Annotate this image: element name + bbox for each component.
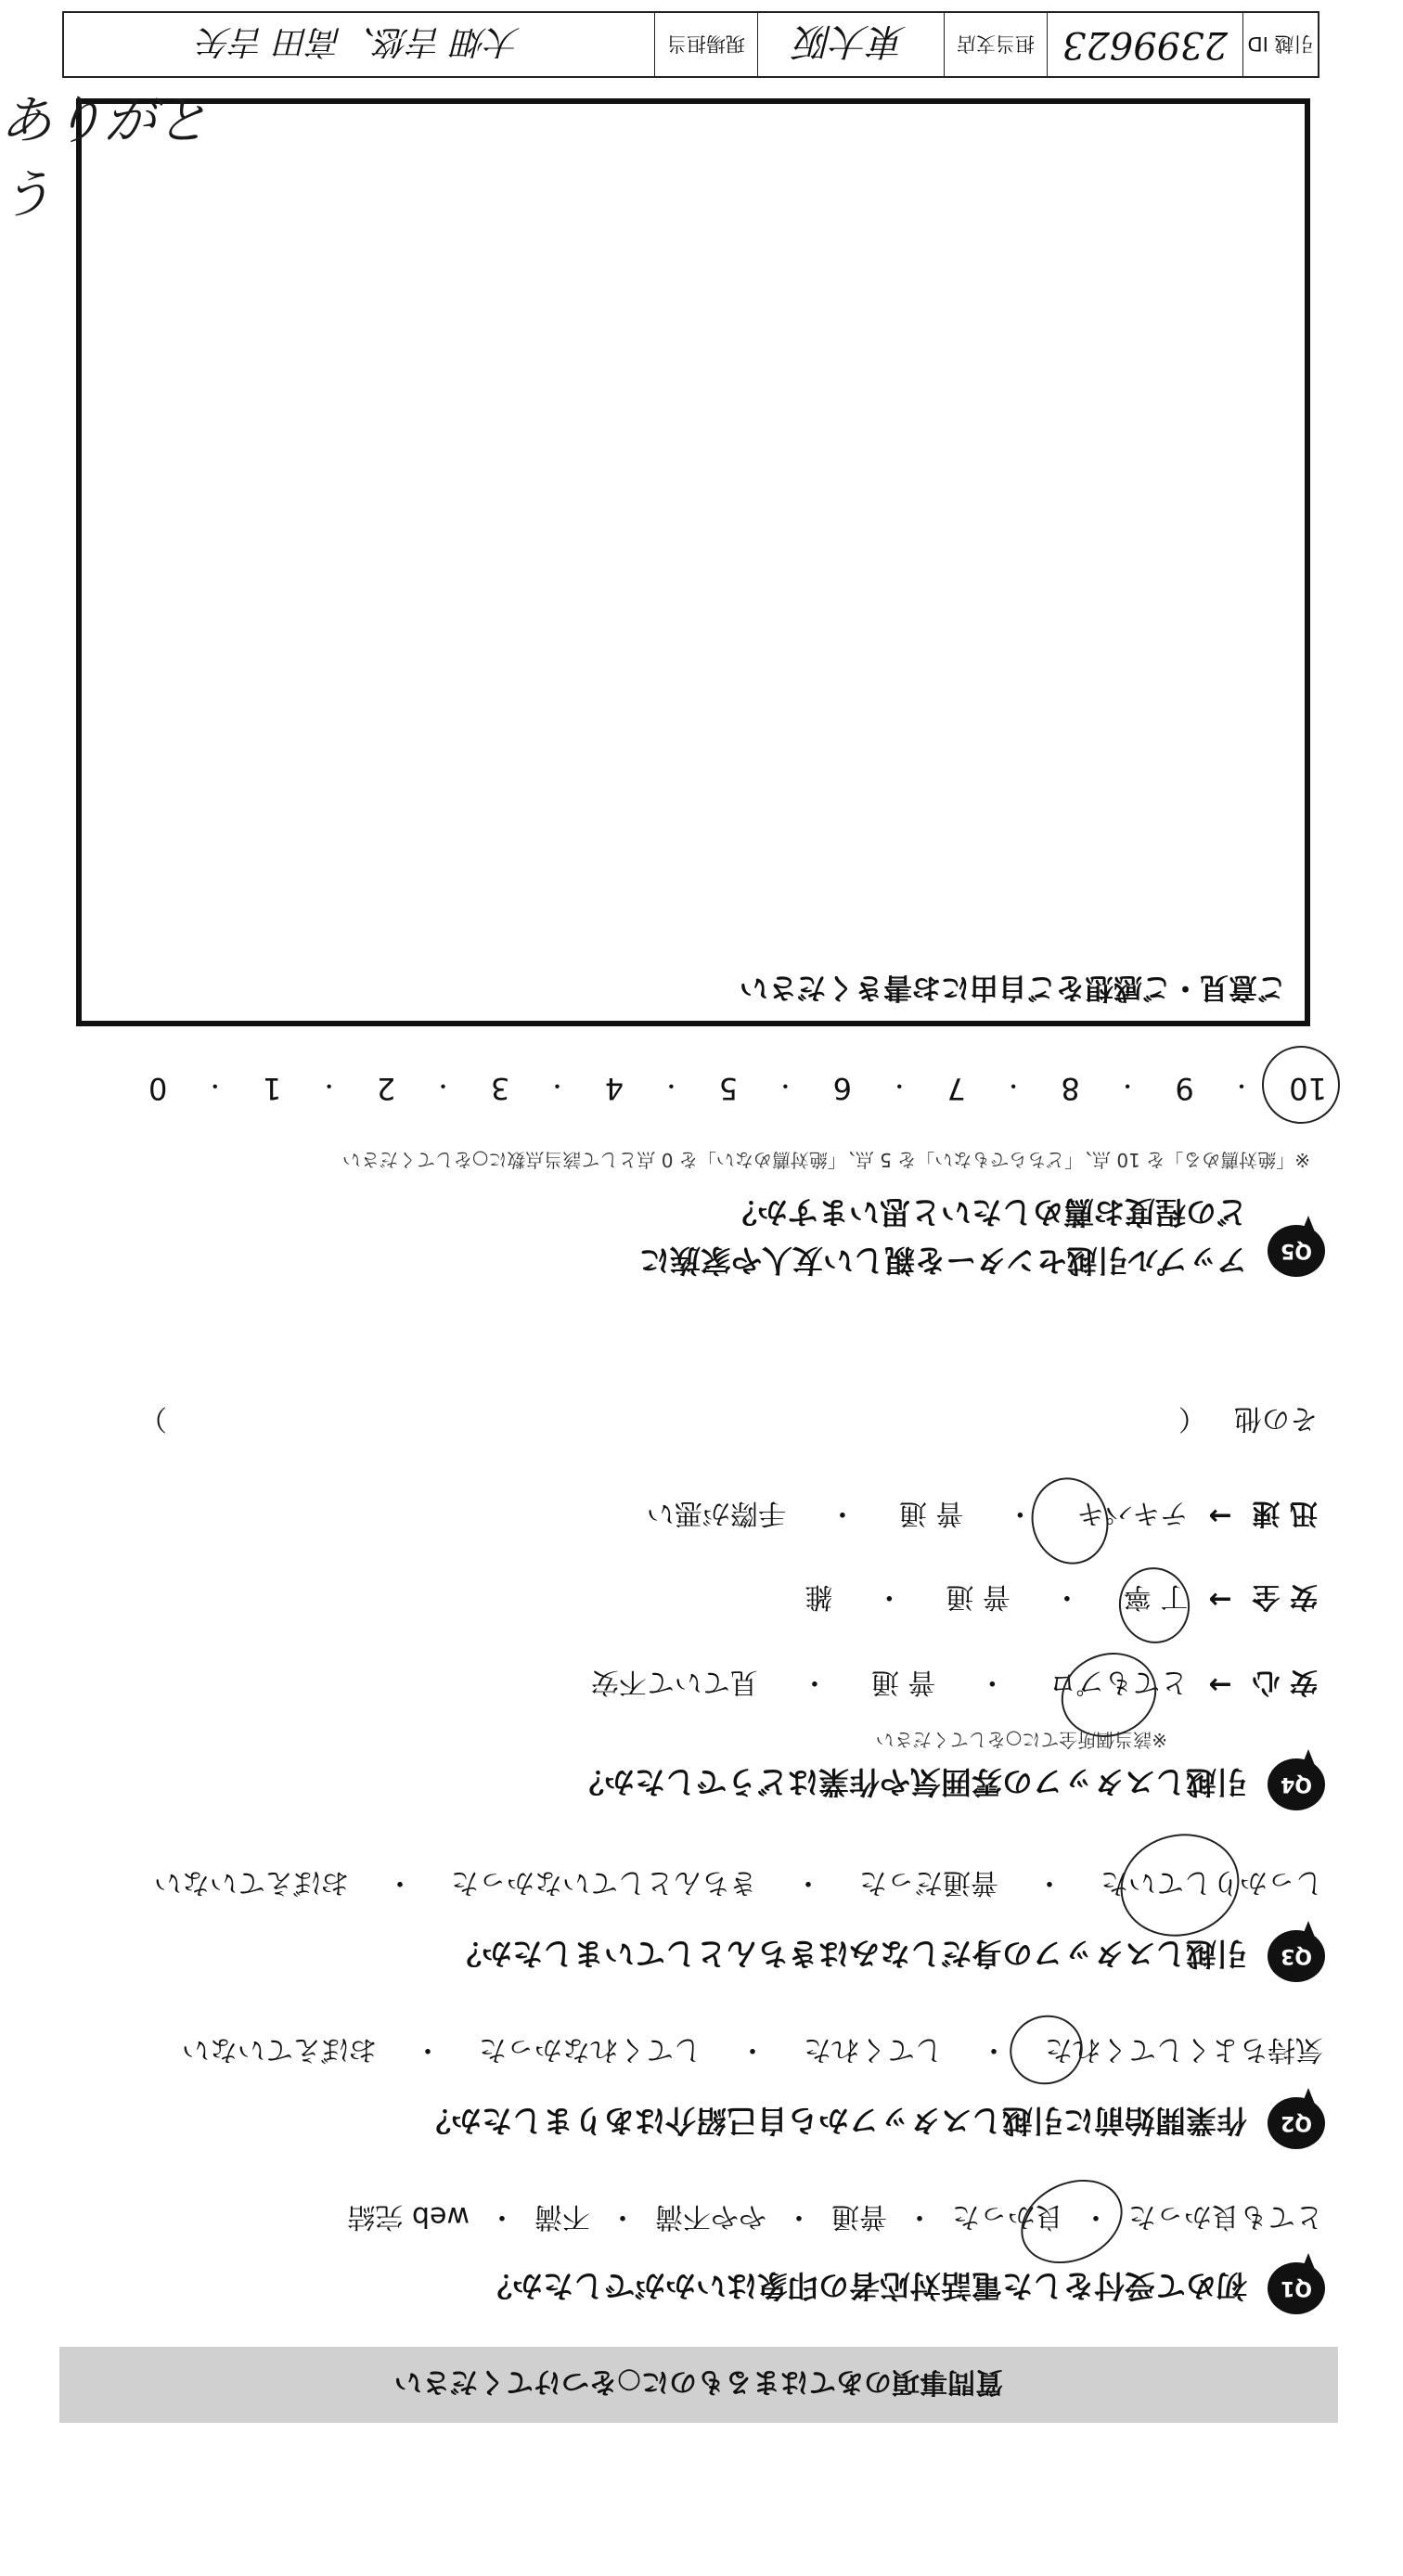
q1-option[interactable]: とても良かった (1128, 2200, 1323, 2233)
scale-option[interactable]: 4 (604, 1071, 624, 1106)
q5-badge-icon (1268, 1219, 1325, 1277)
arrow-right-icon: → (1208, 1668, 1232, 1702)
q4-option[interactable]: 手際が悪い (646, 1497, 786, 1529)
scale-option[interactable]: 6 (832, 1071, 852, 1106)
q4-row-jinsoku: 迅 速 → テキパキ ・ 普 通 ・ 手際が悪い (647, 1496, 1318, 1537)
q4-badge-icon (1268, 1753, 1325, 1810)
q4-option-selected[interactable]: テキパキ (1076, 1497, 1189, 1529)
q4-option[interactable]: 雑 (804, 1580, 833, 1613)
question-4 (573, 1753, 1325, 1810)
q4-option[interactable]: 普 通 (946, 1580, 1010, 1613)
q3-option[interactable]: きちんとしていなかった (451, 1866, 757, 1899)
q5-badge-label: Q5 (1268, 1225, 1325, 1277)
q4-option[interactable]: 普 通 (870, 1666, 936, 1698)
q4-text: 引越しスタッフの雰囲気や作業はどうでしたか？ (573, 1764, 1247, 1800)
instruction-band (59, 2347, 1338, 2423)
q4-row-label: 迅 速 (1252, 1497, 1318, 1529)
arrow-right-icon: → (1208, 1500, 1232, 1533)
scale-option[interactable]: 5 (718, 1071, 739, 1106)
question-3 (451, 1925, 1325, 1982)
q4-other-close: ） (139, 1402, 167, 1435)
scale-option-selected[interactable]: 10 (1289, 1071, 1327, 1106)
q4-option-selected[interactable]: とてもプロ (1049, 1666, 1189, 1698)
scale-option[interactable]: 9 (1175, 1071, 1194, 1106)
scale-option[interactable]: 7 (946, 1071, 966, 1106)
q2-option-selected[interactable]: してくれた (804, 2033, 943, 2066)
q1-option-selected[interactable]: 良かった (952, 2200, 1063, 2233)
q1-option[interactable]: やや不満 (655, 2200, 766, 2233)
q3-badge-label: Q3 (1268, 1930, 1325, 1982)
q5-text-line2: どの程度お薦めしたいと思いますか？ (727, 1194, 1247, 1230)
q4-row-anzen: 安 全 → 丁 寧 ・ 普 通 ・ 雑 (804, 1579, 1318, 1620)
q5-scale: 10 ・ 9 ・ 8 ・ 7 ・ 6 ・ 5 ・ 4 ・ 3 ・ 2 ・ 1 ・ 0 (148, 1071, 1327, 1106)
scale-option[interactable]: 3 (490, 1071, 510, 1106)
q3-text: 引越しスタッフの身だしなみはきちんとしていましたか？ (451, 1936, 1247, 1972)
staff-value: 大畑 吉悠、高田 吉矢 (198, 22, 521, 61)
id-label: 引越 ID (1242, 13, 1318, 76)
q1-option[interactable]: 不満 (534, 2200, 590, 2233)
q5-note: ※「絶対薦める」を 10 点、「どちらでもない」を 5 点、「絶対薦めない」を 0 点として該当点数に○をしてください (341, 1149, 1310, 1171)
staff-label: 現場担当 (654, 13, 757, 76)
q4-other-row (139, 1401, 1318, 1442)
comment-title: ご意見・ご感想をご自由にお書きください (740, 971, 1286, 1004)
q2-option[interactable]: 気持ちよくしてくれた (1045, 2033, 1323, 2066)
q2-option[interactable]: おぼえていない (182, 2033, 377, 2066)
branch-label: 担当支店 (944, 13, 1047, 76)
q4-row-label: 安 全 (1252, 1580, 1318, 1613)
q3-option[interactable]: おぼえていない (154, 1866, 349, 1899)
scale-option[interactable]: 2 (376, 1071, 396, 1106)
scale-option[interactable]: 0 (148, 1071, 168, 1106)
q4-option-selected[interactable]: 丁 寧 (1123, 1580, 1189, 1613)
q4-badge-label: Q4 (1268, 1758, 1325, 1810)
q1-badge-label: Q1 (1268, 2262, 1325, 2314)
q2-badge-label: Q2 (1268, 2097, 1325, 2149)
question-5 (639, 1188, 1325, 1284)
q1-text: 初めて受付をした電話対応者の印象はいかがでしたか？ (482, 2268, 1247, 2304)
q3-options: しっかりしていた ・ 普通だった ・ きちんとしていなかった ・ おぼえていない (154, 1865, 1323, 1906)
q4-option[interactable]: 普 通 (898, 1497, 964, 1529)
comment-box[interactable] (76, 98, 1310, 1026)
instruction-text: 質問事項のあてはまるものに○をつけてください (393, 2365, 1004, 2398)
q1-options: とても良かった ・ 良かった ・ 普通 ・ やや不満 ・ 不満 ・ web 完結 (347, 2199, 1323, 2240)
q5-text-line1: アップル引越センターを親しい友人や家族に (638, 1243, 1247, 1279)
question-1 (482, 2257, 1325, 2314)
q2-options: 気持ちよくしてくれた ・ してくれた ・ してくれなかった ・ おぼえていない (182, 2032, 1323, 2073)
scale-option[interactable]: 1 (262, 1071, 282, 1106)
q4-other-label: その他 (1234, 1402, 1318, 1435)
q3-option[interactable]: 普通だった (859, 1866, 998, 1899)
scale-option[interactable]: 8 (1061, 1071, 1080, 1106)
q1-badge-icon (1268, 2257, 1325, 2314)
q4-note: ※該当個所全てに○をしてください (875, 1729, 1167, 1751)
q3-option-selected[interactable]: しっかりしていた (1101, 1866, 1323, 1899)
q2-option[interactable]: してくれなかった (479, 2033, 702, 2066)
q4-row-anshin: 安 心 → とてもプロ ・ 普 通 ・ 見ていて不安 (591, 1665, 1318, 1706)
q1-option[interactable]: web 完結 (347, 2200, 470, 2233)
q4-row-label: 安 心 (1252, 1666, 1318, 1698)
q4-option[interactable]: 見ていて不安 (590, 1666, 758, 1698)
q3-badge-icon (1268, 1925, 1325, 1982)
q2-badge-icon (1268, 2092, 1325, 2149)
id-table (62, 11, 1319, 78)
branch-value: 東大阪 (757, 13, 944, 76)
q1-option[interactable]: 普通 (831, 2200, 887, 2233)
comment-handwriting: ありがとう (0, 91, 208, 225)
id-value: 2399623 (1047, 13, 1242, 76)
question-2 (420, 2092, 1325, 2149)
arrow-right-icon: → (1208, 1583, 1232, 1616)
q4-other-open: （ (1178, 1402, 1206, 1435)
q5-text (639, 1188, 1247, 1284)
q2-text: 作業開始前に引越しスタッフから自己紹介はありましたか？ (420, 2103, 1247, 2139)
